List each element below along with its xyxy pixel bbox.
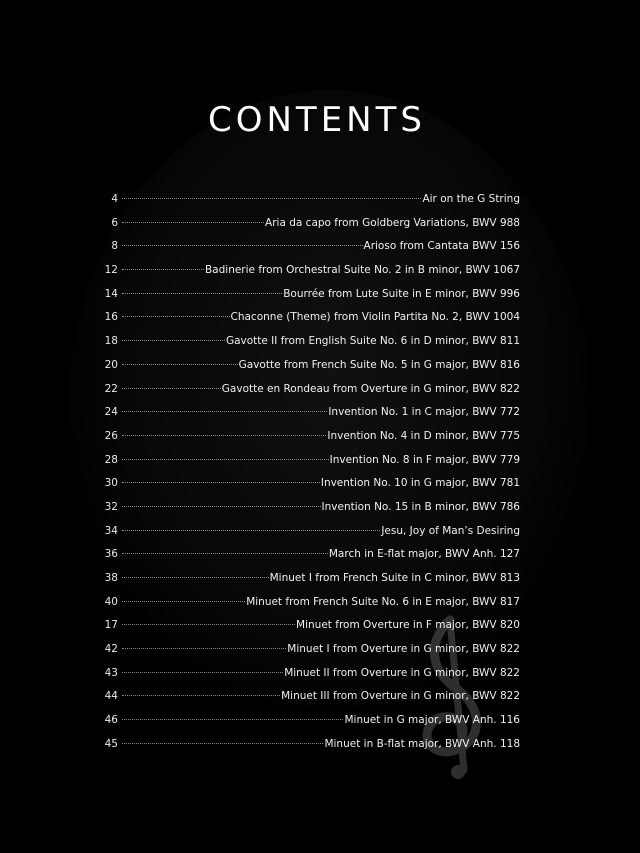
entry-page-number: 42: [104, 643, 118, 656]
entry-page-number: 20: [104, 358, 118, 371]
entry-title: Jesu, Joy of Man’s Desiring: [381, 524, 520, 537]
entry-title: Invention No. 8 in F major, BWV 779: [329, 453, 520, 466]
entry-page-number: 8: [111, 240, 118, 253]
entry-title: Badinerie from Orchestral Suite No. 2 in B minor, BWV 1067: [204, 264, 520, 277]
dot-leader: [122, 316, 230, 317]
entry-page-number: 18: [104, 335, 118, 348]
dot-leader: [122, 364, 238, 365]
entry-title: Invention No. 4 in D minor, BWV 775: [327, 429, 520, 442]
dot-leader: [122, 411, 327, 412]
toc-entry: [96, 380, 520, 404]
entry-title: Minuet II from Overture in G minor, BWV 822: [284, 666, 520, 679]
entry-page-number: 28: [104, 453, 118, 466]
dot-leader: [122, 293, 282, 294]
toc-entry: [96, 403, 520, 427]
entry-title: Arioso from Cantata BWV 156: [363, 240, 520, 253]
toc-entry: [96, 545, 520, 569]
toc-entry: [96, 214, 520, 238]
dot-leader: [122, 388, 221, 389]
entry-page-number: 46: [104, 714, 118, 727]
entry-page-number: 30: [104, 477, 118, 490]
toc-entry: [96, 285, 520, 309]
entry-title: Minuet in B-flat major, BWV Anh. 118: [324, 737, 520, 750]
dot-leader: [122, 719, 343, 720]
dot-leader: [122, 340, 225, 341]
dot-leader: [122, 648, 286, 649]
dot-leader: [122, 695, 280, 696]
entry-page-number: 26: [104, 429, 118, 442]
entry-title: Minuet I from French Suite in C minor, BWV 813: [269, 572, 520, 584]
entry-page-number: 24: [104, 406, 118, 419]
dot-leader: [122, 482, 320, 483]
toc-entry: [96, 190, 520, 214]
entry-page-number: 44: [104, 690, 118, 703]
entry-title: Aria da capo from Goldberg Variations, BWV 988: [265, 216, 520, 229]
entry-title: March in E-flat major, BWV Anh. 127: [328, 548, 520, 561]
entry-title: Air on the G String: [422, 193, 520, 205]
toc-entry: [96, 498, 520, 522]
entry-page-number: 36: [104, 548, 118, 561]
entry-page-number: 4: [111, 193, 118, 205]
entry-title: Invention No. 10 in G major, BWV 781: [320, 477, 520, 490]
entry-page-number: 22: [104, 382, 118, 395]
toc-entry: [96, 261, 520, 285]
toc-entry: [96, 356, 520, 380]
dot-leader: [122, 553, 328, 554]
toc-entry: [96, 474, 520, 498]
dot-leader: [122, 198, 421, 199]
entry-title: Bourrée from Lute Suite in E minor, BWV 996: [283, 287, 520, 300]
dot-leader: [122, 601, 245, 602]
entry-title: Minuet III from Overture in G minor, BWV 822: [281, 690, 520, 703]
entry-title: Minuet from Overture in F major, BWV 820: [296, 619, 520, 632]
entry-page-number: 38: [104, 572, 118, 584]
toc-entry: [96, 522, 520, 546]
entry-title: Invention No. 1 in C major, BWV 772: [328, 406, 520, 419]
dot-leader: [122, 530, 380, 531]
toc-entry: [96, 451, 520, 475]
dot-leader: [122, 245, 363, 246]
dot-leader: [122, 672, 283, 673]
dot-leader: [122, 624, 295, 625]
entry-page-number: 16: [104, 311, 118, 324]
entry-page-number: 6: [111, 216, 118, 229]
entry-title: Gavotte from French Suite No. 5 in G major, BWV 816: [238, 358, 520, 371]
toc-entry: [96, 427, 520, 451]
dot-leader: [122, 222, 264, 223]
dot-leader: [122, 743, 323, 744]
entry-page-number: 17: [104, 619, 118, 632]
entry-page-number: 43: [104, 666, 118, 679]
dot-leader: [122, 577, 269, 578]
toc-entry: [96, 332, 520, 356]
entry-title: Minuet in G major, BWV Anh. 116: [344, 714, 520, 727]
dot-leader: [122, 459, 329, 460]
entry-page-number: 40: [104, 595, 118, 608]
toc-entry: [96, 569, 520, 593]
entry-page-number: 32: [104, 500, 118, 513]
toc-entry: [96, 308, 520, 332]
dot-leader: [122, 269, 204, 270]
entry-title: Gavotte en Rondeau from Overture in G minor, BWV 822: [221, 382, 520, 395]
toc-entry: [96, 237, 520, 261]
entry-title: Chaconne (Theme) from Violin Partita No. 2, BWV 1004: [230, 311, 520, 324]
entry-title: Invention No. 15 in B minor, BWV 786: [321, 500, 520, 513]
dot-leader: [122, 506, 321, 507]
page-title: CONTENTS: [208, 100, 426, 140]
dot-leader: [122, 435, 326, 436]
entry-page-number: 34: [104, 524, 118, 537]
entry-title: Minuet from French Suite No. 6 in E major, BWV 817: [246, 595, 520, 608]
treble-clef-watermark-icon: [388, 610, 538, 780]
entry-page-number: 12: [104, 264, 118, 277]
entry-title: Minuet I from Overture in G minor, BWV 822: [287, 643, 520, 656]
entry-title: Gavotte II from English Suite No. 6 in D minor, BWV 811: [225, 335, 520, 348]
entry-page-number: 14: [104, 287, 118, 300]
entry-page-number: 45: [104, 737, 118, 750]
